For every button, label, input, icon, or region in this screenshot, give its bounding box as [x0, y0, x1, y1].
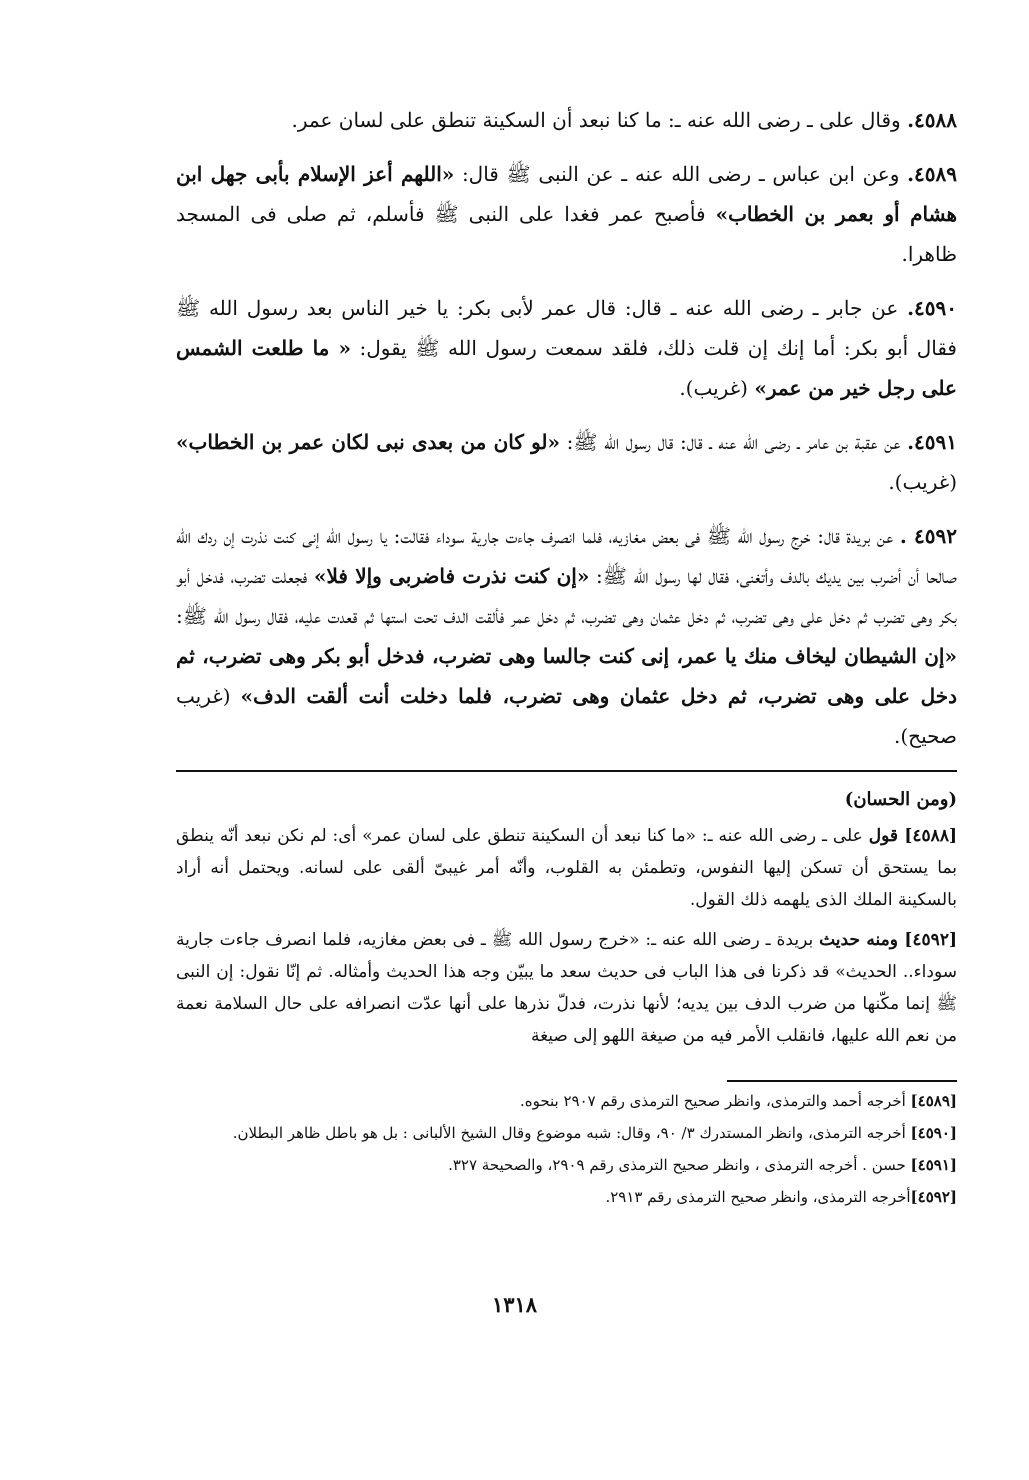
hadith-4590	[176, 288, 957, 408]
footnote-divider	[727, 1080, 957, 1082]
footnote-text: أخرجه الترمذى، وانظر صحيح الترمذى رقم ٢٩١٣.	[605, 1188, 911, 1206]
hadith-number: ٤٥٨٨.	[907, 108, 957, 132]
hadith-text: وقال على ـ رضى الله عنه ـ: ما كنا نبعد أن السكينة تنطق على لسان عمر.	[291, 108, 908, 132]
hadith-quote: «لو كان من بعدى نبى لكان عمر بن الخطاب»	[176, 430, 560, 454]
hadith-text: عن جابر ـ رضى الله عنه ـ قال: قال عمر لأبى بكر: يا خير الناس بعد رسول الله ﷺ فقال أبو بكر: أما إنك إن قلت ذلك، فلقد سمعت رسول الله ﷺ يقول:	[176, 296, 957, 360]
commentary-ref: [٤٥٩٢] ومنه حديث	[819, 930, 957, 950]
section-divider	[176, 770, 957, 772]
footnote-ref: [٤٥٩١]	[910, 1156, 957, 1174]
hadith-text: وعن ابن عباس ـ رضى الله عنه ـ عن النبى ﷺ قال:	[454, 162, 908, 186]
hadith-text: فأصبح عمر فغدا على النبى ﷺ فأسلم، ثم صلى فى المسجد ظاهرا.	[176, 202, 957, 266]
footnote-4589	[176, 1088, 957, 1114]
footnote-text: حسن . أخرجه الترمذى ، وانظر صحيح الترمذى رقم ٢٩٠٩، والصحيحة ٣٢٧.	[448, 1156, 911, 1174]
page-number: ١٣١٨	[491, 1292, 538, 1317]
commentary-4592	[176, 924, 957, 1052]
hadith-quote: « ما طلعت الشمس على رجل خير من عمر»	[176, 336, 957, 400]
hadith-number: ٤٥٩١.	[907, 430, 957, 454]
commentary-section	[176, 782, 957, 1052]
commentary-text: بريدة ـ رضى الله عنه ـ: «خرج رسول الله ﷺ ـ فى بعض مغازيه، فلما انصرف جاءت جارية سوداء.. الحديث» قد ذكرنا فى هذا الباب فى حديث سعد ما يبيّن وجه هذا الحديث وأمثاله. ثم إنّا نقول: إن النبى ﷺ إنما مكّنها من ضرب الدف بين يديه؛ لأنها نذرت، فدلّ نذرها على أنها عدّت انصرافه على حال السلامة نعمة من نعم الله عليها، فانقلب الأمر فيه من صيغة اللهو إلى صيغة	[176, 930, 957, 1046]
hadith-number: ٤٥٩٠.	[907, 296, 957, 320]
hadith-number: ٤٥٩٢ .	[899, 524, 957, 548]
hadith-quote: «اللهم أعز الإسلام بأبى جهل ابن هشام أو بعمر بن الخطاب»	[176, 162, 957, 226]
footnote-ref: [٤٥٨٩]	[910, 1092, 957, 1110]
footnote-4591	[176, 1152, 957, 1178]
hadith-text: عن عقبة بن عامر ـ رضى الله عنه ـ قال: قال رسول الله ﷺ:	[560, 430, 908, 454]
hadith-number: ٤٥٨٩.	[907, 162, 958, 186]
commentary-4588	[176, 820, 957, 916]
hadith-4591	[176, 422, 957, 502]
hadith-quote: «إن كنت نذرت فاضربى وإلا فلا»	[313, 564, 590, 588]
hadith-4589	[176, 154, 957, 274]
footnote-text: أخرجه الترمذى، وانظر المستدرك ٣/ ٩٠، وقال: شبه موضوع وقال الشيخ الألبانى : بل هو باطل ظاهر البطلان.	[232, 1124, 911, 1142]
footnote-4590	[176, 1120, 957, 1146]
hadith-grade: (غريب صحيح).	[176, 684, 957, 748]
hadith-quote: «إن الشيطان ليخاف منك يا عمر، إنى كنت جالسا وهى تضرب، فدخل أبو بكر وهى تضرب، ثم دخل على وهى تضرب، ثم دخل عثمان وهى تضرب، فلما دخلت أنت ألقت الدف»	[176, 644, 958, 708]
hadith-text: فجعلت تضرب، فدخل أبو بكر وهى تضرب ثم دخل على وهى تضرب، ثم دخل عثمان وهى تضرب، ثم دخل عمر فألقت الدف تحت استها ثم قعدت عليه، فقال رسول الله ﷺ:	[176, 564, 957, 628]
commentary-ref: [٤٥٨٨] قول	[868, 826, 957, 846]
footnotes	[176, 1088, 957, 1210]
footnote-ref: [٤٥٩٠]	[910, 1124, 957, 1142]
footnote-text: أخرجه أحمد والترمذى، وانظر صحيح الترمذى رقم ٢٩٠٧ بنحوه.	[519, 1092, 911, 1110]
hadith-list	[176, 100, 957, 756]
hadith-text: عن بريدة قال: خرج رسول الله ﷺ فى بعض مغازيه، فلما انصرف جاءت جارية سوداء فقالت: يا رسول الله إنى كنت نذرت إن ردك الله صالحا أن أضرب بين يديك بالدف وأتغنى، فقال لها رسول الله ﷺ:	[176, 524, 957, 588]
footnote-ref: [٤٥٩٢]	[910, 1188, 957, 1206]
commentary-text: على ـ رضى الله عنه ـ: «ما كنا نبعد أن السكينة تنطق على لسان عمر» أى: لم نكن نبعد أنّه ينطق بما يستحق أن تسكن إليها النفوس، وتطمئن به القلوب، وأنّه أمر غيبىّ ألقى على لسانه. ويحتمل أنه أراد بالسكينة الملك الذى يلهمه ذلك القول.	[176, 826, 957, 910]
hadith-4588	[176, 100, 957, 140]
commentary-title: (ومن الحسان)	[844, 789, 957, 810]
hadith-grade: (غريب).	[888, 470, 957, 494]
hadith-grade: (غريب).	[679, 376, 755, 400]
hadith-4592	[176, 516, 957, 756]
footnote-4592	[176, 1184, 957, 1210]
